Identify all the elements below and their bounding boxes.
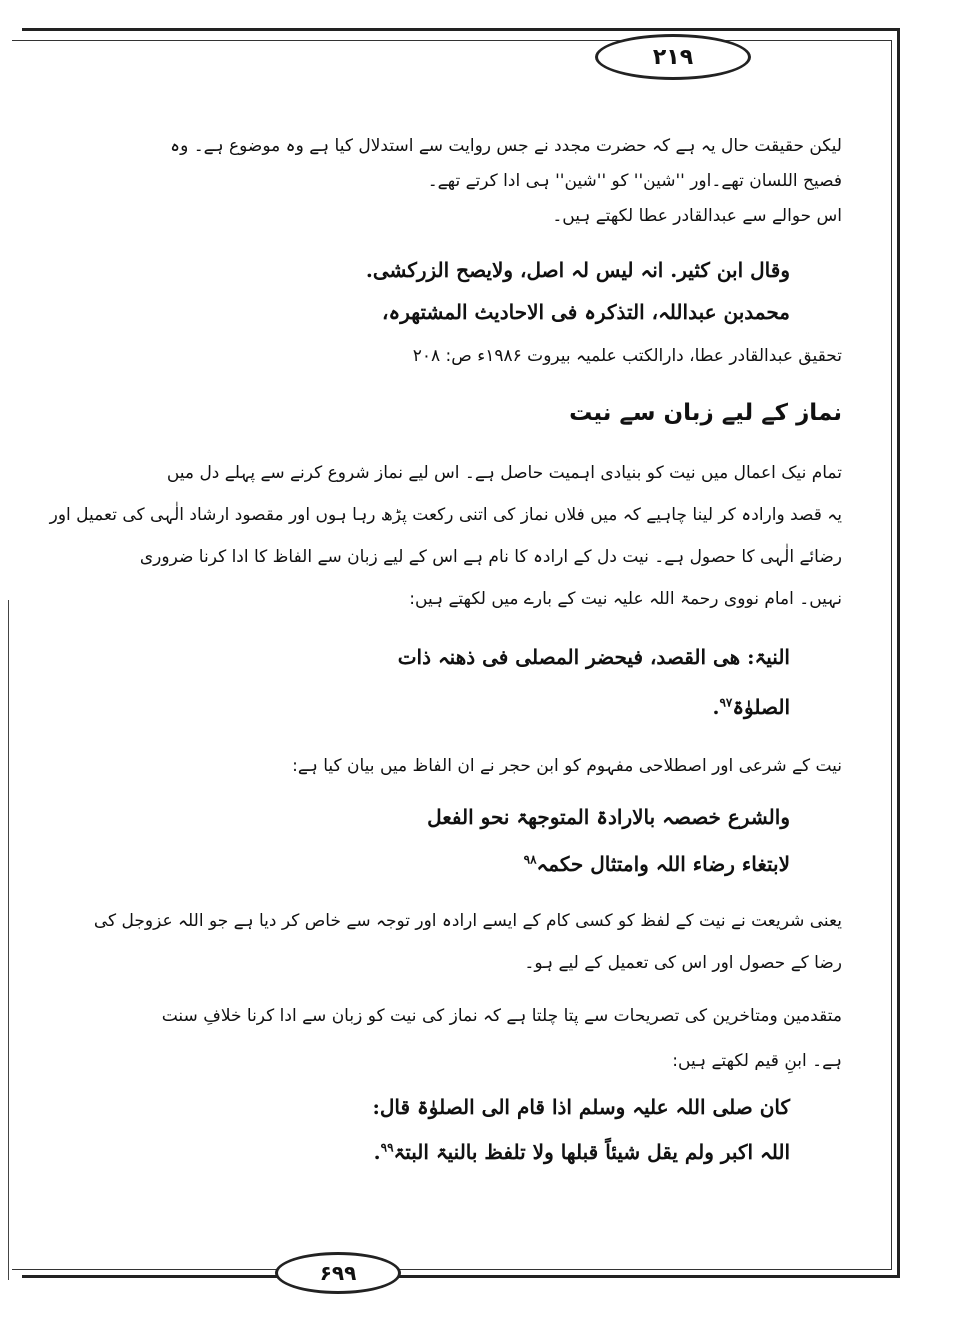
- para-4: نیت کے شرعی اور اصطلاحی مفہوم کو ابن حجر نے ان الفاظ میں بیان کیا ہے:: [292, 756, 842, 776]
- footer-page-number: [275, 1252, 401, 1294]
- quote-2-line-2: الصلوٰۃ$^{۹۷}$.: [712, 695, 790, 719]
- para-6-line-1: متقدمین ومتاخرین کی تصریحات سے پتا چلتا ہے کہ نماز کی نیت کو زبان سے ادا کرنا خلافِ سنت: [161, 1006, 842, 1026]
- left-margin-rule: [8, 600, 9, 1280]
- quote-4-line-2: اللہ اکبر ولم یقل شیئاً قبلھا ولا تلفظ بالنیۃ البتۃ$^{۹۹}$.: [373, 1140, 790, 1164]
- para-3-line-1: تمام نیک اعمال میں نیت کو بنیادی اہمیت حاصل ہے۔ اس لیے نماز شروع کرنے سے پہلے دل میں: [166, 463, 842, 483]
- para-2: اس حوالے سے عبدالقادر عطا لکھتے ہیں۔: [552, 206, 842, 226]
- quote-4-line-2-text: اللہ اکبر ولم یقل شیئاً قبلھا ولا تلفظ بالنیۃ البتۃ: [393, 1140, 790, 1164]
- quote-2-line-1: النیۃ: ھی القصد، فیحضر المصلی فی ذھنہ ذات: [397, 645, 790, 669]
- footnote-99: ۹۹: [380, 1140, 394, 1155]
- header-page-number-text: ۲۱۹: [652, 44, 694, 70]
- quote-1-line-2: محمدبن عبداللہ، التذکرہ فی الاحادیث المشتھرہ،: [382, 300, 790, 324]
- quote-3-line-2: [524, 852, 790, 876]
- para-6-line-2: ہے۔ ابنِ قیم لکھتے ہیں:: [672, 1051, 842, 1071]
- para-3-line-3: رضائے الٰہی کا حصول ہے۔ نیت دل کے ارادہ کا نام ہے اس کے لیے زبان سے الفاظ کا ادا کرنا ضروری: [139, 547, 842, 567]
- section-heading: نماز کے لیے زبان سے نیت: [569, 400, 842, 426]
- para-5-line-1: یعنی شریعت نے نیت کے لفظ کو کسی کام کے ایسے ارادہ اور توجہ سے خاص کر دیا ہے جو اللہ عزوجل کی: [93, 911, 842, 931]
- para-3-line-2: یہ قصد وارادہ کر لینا چاہیے کہ میں فلاں نماز کی اتنی رکعت پڑھ رہا ہوں اور مقصود ارشاد الٰہی کی تعمیل اور: [49, 505, 842, 525]
- footnote-97: ۹۷: [719, 695, 733, 710]
- para-1-line-1: لیکن حقیقت حال یہ ہے کہ حضرت مجدد نے جس روایت سے استدلال کیا ہے وہ موضوع ہے۔ وہ: [170, 136, 842, 156]
- quote-4-line-1: کان صلی اللہ علیہ وسلم اذا قام الی الصلوٰۃ قال:: [372, 1095, 790, 1119]
- quote-2-line-2-text: الصلوٰۃ: [732, 695, 790, 719]
- header-page-number: [595, 34, 751, 80]
- footer-page-number-text: ۶۹۹: [319, 1261, 357, 1285]
- para-5-line-2: رضا کے حصول اور اس کی تعمیل کے لیے ہو۔: [524, 953, 842, 973]
- footnote-98: ۹۸: [523, 852, 537, 867]
- quote-1-citation: تحقیق عبدالقادر عطا، دارالکتب علمیہ بیروت ۱۹۸۶ء ص: ۲۰۸: [412, 346, 842, 366]
- para-3-line-4: نہیں۔ امام نووی رحمۃ اللہ علیہ نیت کے بارے میں لکھتے ہیں:: [409, 589, 842, 609]
- quote-1-line-1: وقال ابن کثیر. انہ لیس لہ اصل، ولایصح الزرکشی.: [365, 258, 790, 282]
- quote-3-line-1: والشرع خصصہ بالارادۃ المتوجھۃ نحو الفعل: [427, 805, 790, 829]
- para-1-line-2: فصیح اللسان تھے۔اور ''شین'' کو ''شین'' ہی ادا کرتے تھے۔: [427, 171, 842, 191]
- quote-3-line-2-text: لابتغاء رضاء اللہ وامتثال حکمہ: [536, 852, 790, 876]
